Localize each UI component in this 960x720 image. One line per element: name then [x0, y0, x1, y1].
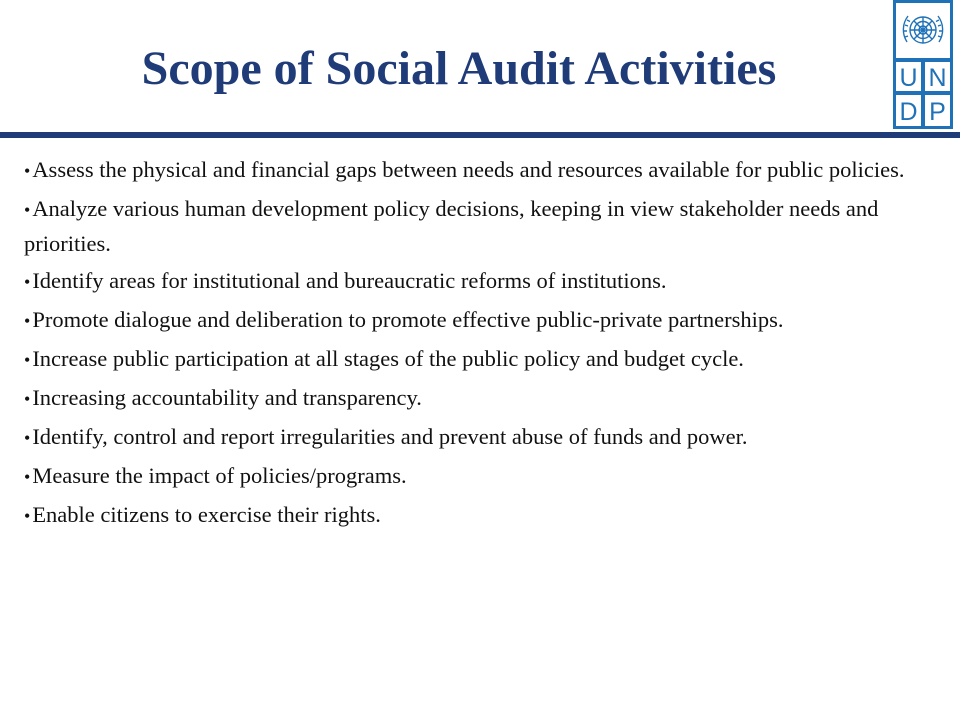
- title-divider: [0, 132, 960, 138]
- logo-letter-n: N: [928, 64, 947, 92]
- slide-title: Scope of Social Audit Activities: [141, 42, 777, 95]
- bullet-dot: •: [24, 161, 31, 181]
- bullet-item: [24, 192, 939, 260]
- bullet-item: [24, 459, 939, 494]
- bullet-text: Increase public participation at all stages of the public policy and budget cycle.: [32, 346, 744, 371]
- bullet-text: Identify, control and report irregularities and prevent abuse of funds and power.: [32, 424, 748, 449]
- bullet-dot: •: [24, 350, 31, 370]
- logo-letter-d: D: [899, 98, 918, 126]
- bullet-item: [24, 498, 939, 533]
- bullet-text: Enable citizens to exercise their rights.: [32, 502, 381, 527]
- bullet-text: Identify areas for institutional and bureaucratic reforms of institutions.: [32, 268, 667, 293]
- bullet-item: [24, 381, 939, 416]
- bullet-text: Promote dialogue and deliberation to promote effective public-private partnerships.: [32, 307, 784, 332]
- bullet-dot: •: [24, 428, 31, 448]
- bullet-dot: •: [24, 467, 31, 487]
- undp-logo: [893, 0, 953, 129]
- bullet-item: [24, 342, 939, 377]
- bullet-dot: •: [24, 200, 31, 220]
- bullet-text: Assess the physical and financial gaps between needs and resources available for public policies.: [32, 157, 905, 182]
- bullet-list: [24, 153, 939, 537]
- bullet-item: [24, 303, 939, 338]
- bullet-dot: •: [24, 389, 31, 409]
- logo-letter-u: U: [899, 64, 918, 92]
- bullet-item: [24, 264, 939, 299]
- bullet-text: Measure the impact of policies/programs.: [32, 463, 407, 488]
- bullet-dot: •: [24, 506, 31, 526]
- bullet-item: [24, 420, 939, 455]
- logo-letter-p: P: [929, 98, 946, 126]
- bullet-dot: •: [24, 311, 31, 331]
- bullet-item: [24, 153, 939, 188]
- bullet-dot: •: [24, 272, 31, 292]
- bullet-text: Increasing accountability and transparency.: [32, 385, 422, 410]
- bullet-text: Analyze various human development policy decisions, keeping in view stakeholder needs and priorities.: [24, 196, 879, 256]
